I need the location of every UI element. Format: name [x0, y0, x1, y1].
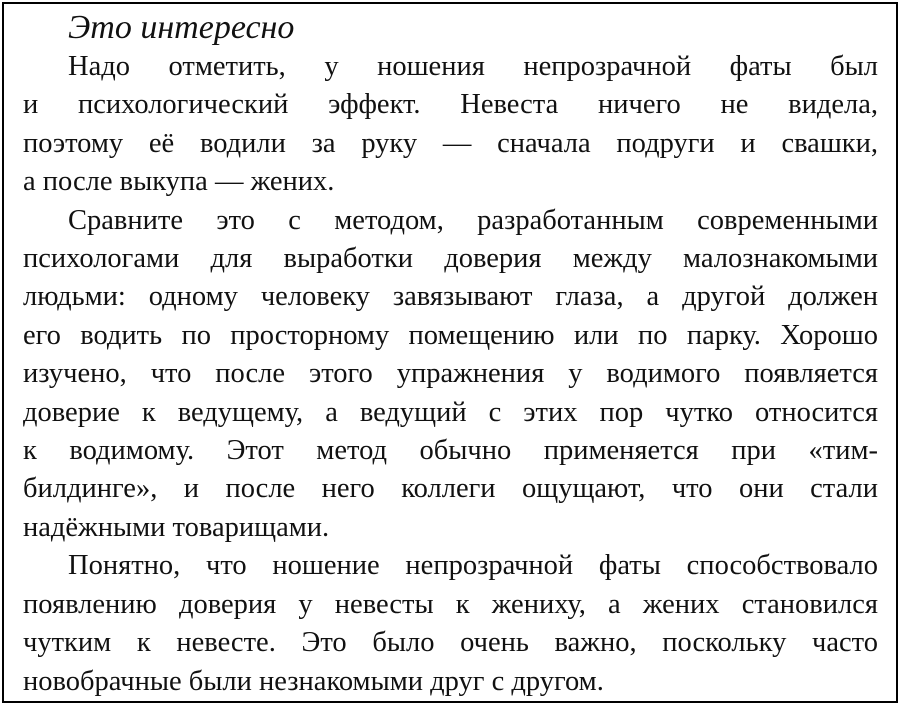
text-line: а после выкупа — жених.	[23, 166, 335, 198]
text-line: надёжными товарищами.	[23, 511, 330, 543]
text-line: людьми: одному человеку завязывают глаза, а другой должен	[23, 281, 878, 313]
text-line: и психологический эффект. Невеста ничего не видела,	[23, 89, 878, 121]
box-title: Это интересно	[68, 9, 295, 46]
text-line: доверие к ведущему, а ведущий с этих пор чутко относится	[23, 396, 878, 428]
text-box-content	[4, 8, 896, 701]
text-line: изучено, что после этого упражнения у водимого появляется	[23, 358, 878, 390]
paragraph-1	[23, 48, 878, 202]
text-line: новобрачные были незнакомыми друг с другом.	[23, 665, 604, 697]
paragraph-3	[23, 547, 878, 701]
text-box	[2, 2, 898, 703]
text-line: билдинге», и после него коллеги ощущают, что они стали	[23, 473, 878, 505]
text-line: психологами для выработки доверия между малознакомыми	[23, 243, 878, 275]
paragraph-2	[23, 202, 878, 548]
text-line: Понятно, что ношение непрозрачной фаты способствовало	[68, 550, 878, 582]
text-line: чутким к невесте. Это было очень важно, поскольку часто	[23, 627, 878, 659]
text-line: к водимому. Этот метод обычно применяется при «тим-	[23, 435, 878, 467]
text-line: Надо отметить, у ношения непрозрачной фаты был	[68, 51, 878, 82]
text-line: его водить по просторному помещению или по парку. Хорошо	[23, 319, 878, 351]
text-line: поэтому её водили за руку — сначала подруги и свашки,	[23, 127, 878, 159]
text-line: появлению доверия у невесты к жениху, а жених становился	[23, 588, 878, 620]
text-line: Сравните это с методом, разработанным современными	[68, 204, 878, 236]
